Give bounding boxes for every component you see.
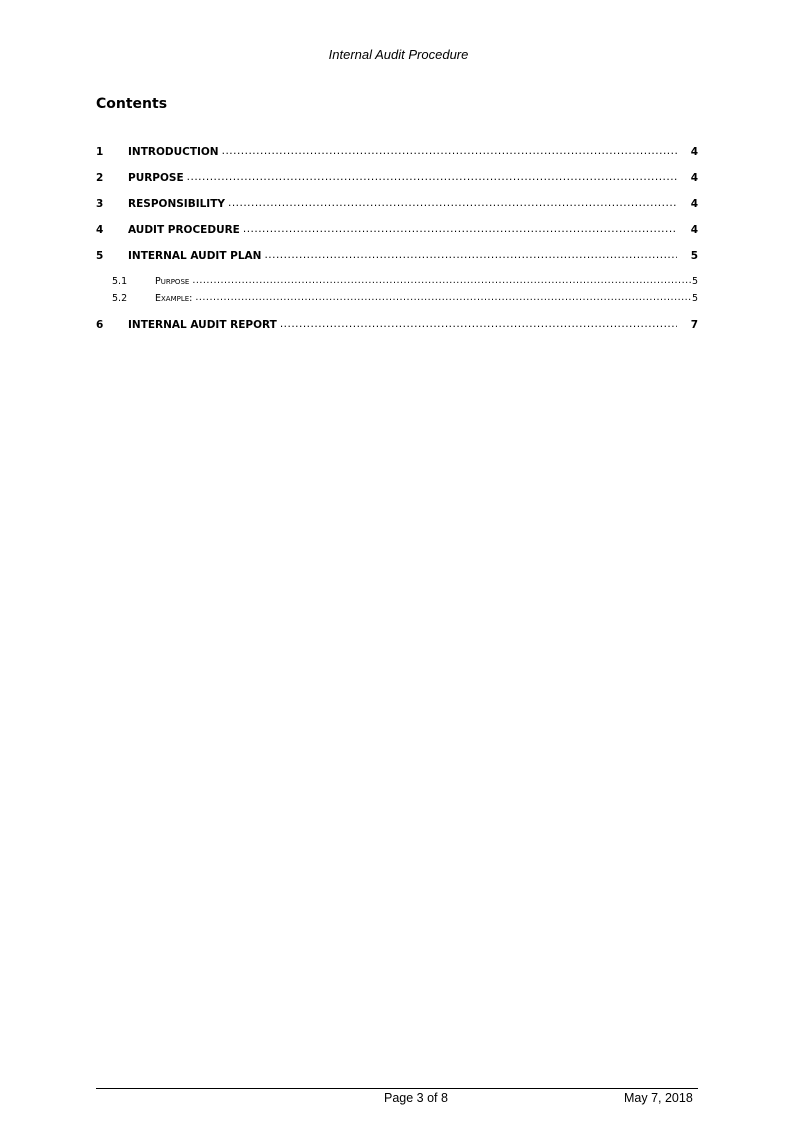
toc-entry-number: 5.1 (112, 276, 128, 287)
contents-heading: Contents (96, 96, 168, 112)
table-of-contents (96, 0, 698, 1122)
toc-entry-title[interactable]: AUDIT PROCEDURE (128, 224, 240, 236)
toc-entry-page[interactable]: 5 (691, 293, 698, 304)
toc-entry-number: 5.2 (112, 293, 128, 304)
toc-dot-leader (195, 292, 691, 303)
toc-entry-responsibility[interactable] (96, 198, 698, 214)
toc-entry-internal-audit-report[interactable] (96, 319, 698, 335)
toc-entry-internal-audit-plan[interactable] (96, 250, 698, 266)
toc-entry-number: 4 (96, 224, 104, 236)
toc-entry-page[interactable]: 4 (690, 172, 698, 184)
toc-dot-leader (192, 275, 691, 286)
toc-entry-page[interactable]: 4 (690, 146, 698, 158)
toc-entry-title[interactable]: INTRODUCTION (128, 146, 219, 158)
toc-entry-title[interactable]: INTERNAL AUDIT PLAN (128, 250, 262, 262)
toc-entry-page[interactable]: 4 (690, 198, 698, 210)
toc-entry-number: 2 (96, 172, 104, 184)
toc-entry-title[interactable]: Purpose (155, 276, 190, 287)
toc-dot-leader (222, 145, 677, 157)
page-header-title: Internal Audit Procedure (328, 47, 469, 62)
toc-dot-leader (243, 223, 677, 235)
toc-entry-page[interactable]: 7 (690, 319, 698, 331)
toc-entry-introduction[interactable] (96, 146, 698, 162)
toc-entry-audit-procedure[interactable] (96, 224, 698, 240)
toc-entry-number: 6 (96, 319, 104, 331)
footer-divider (96, 1088, 698, 1089)
footer-page-number: Page 3 of 8 (384, 1091, 448, 1105)
toc-subentry-purpose[interactable] (96, 276, 698, 290)
toc-entry-number: 1 (96, 146, 104, 158)
toc-entry-page[interactable]: 5 (691, 276, 698, 287)
toc-entry-purpose[interactable] (96, 172, 698, 188)
toc-subentry-example[interactable] (96, 293, 698, 307)
toc-dot-leader (228, 197, 677, 209)
toc-entry-title[interactable]: Example: (155, 293, 193, 304)
toc-entry-title[interactable]: INTERNAL AUDIT REPORT (128, 319, 277, 331)
toc-entry-number: 3 (96, 198, 104, 210)
toc-dot-leader (187, 171, 677, 183)
toc-dot-leader (264, 249, 676, 261)
toc-entry-title[interactable]: PURPOSE (128, 172, 184, 184)
toc-dot-leader (280, 318, 677, 330)
toc-entry-number: 5 (96, 250, 104, 262)
footer-date: May 7, 2018 (624, 1091, 693, 1105)
toc-entry-page[interactable]: 4 (690, 224, 698, 236)
toc-entry-page[interactable]: 5 (690, 250, 698, 262)
toc-entry-title[interactable]: RESPONSIBILITY (128, 198, 225, 210)
